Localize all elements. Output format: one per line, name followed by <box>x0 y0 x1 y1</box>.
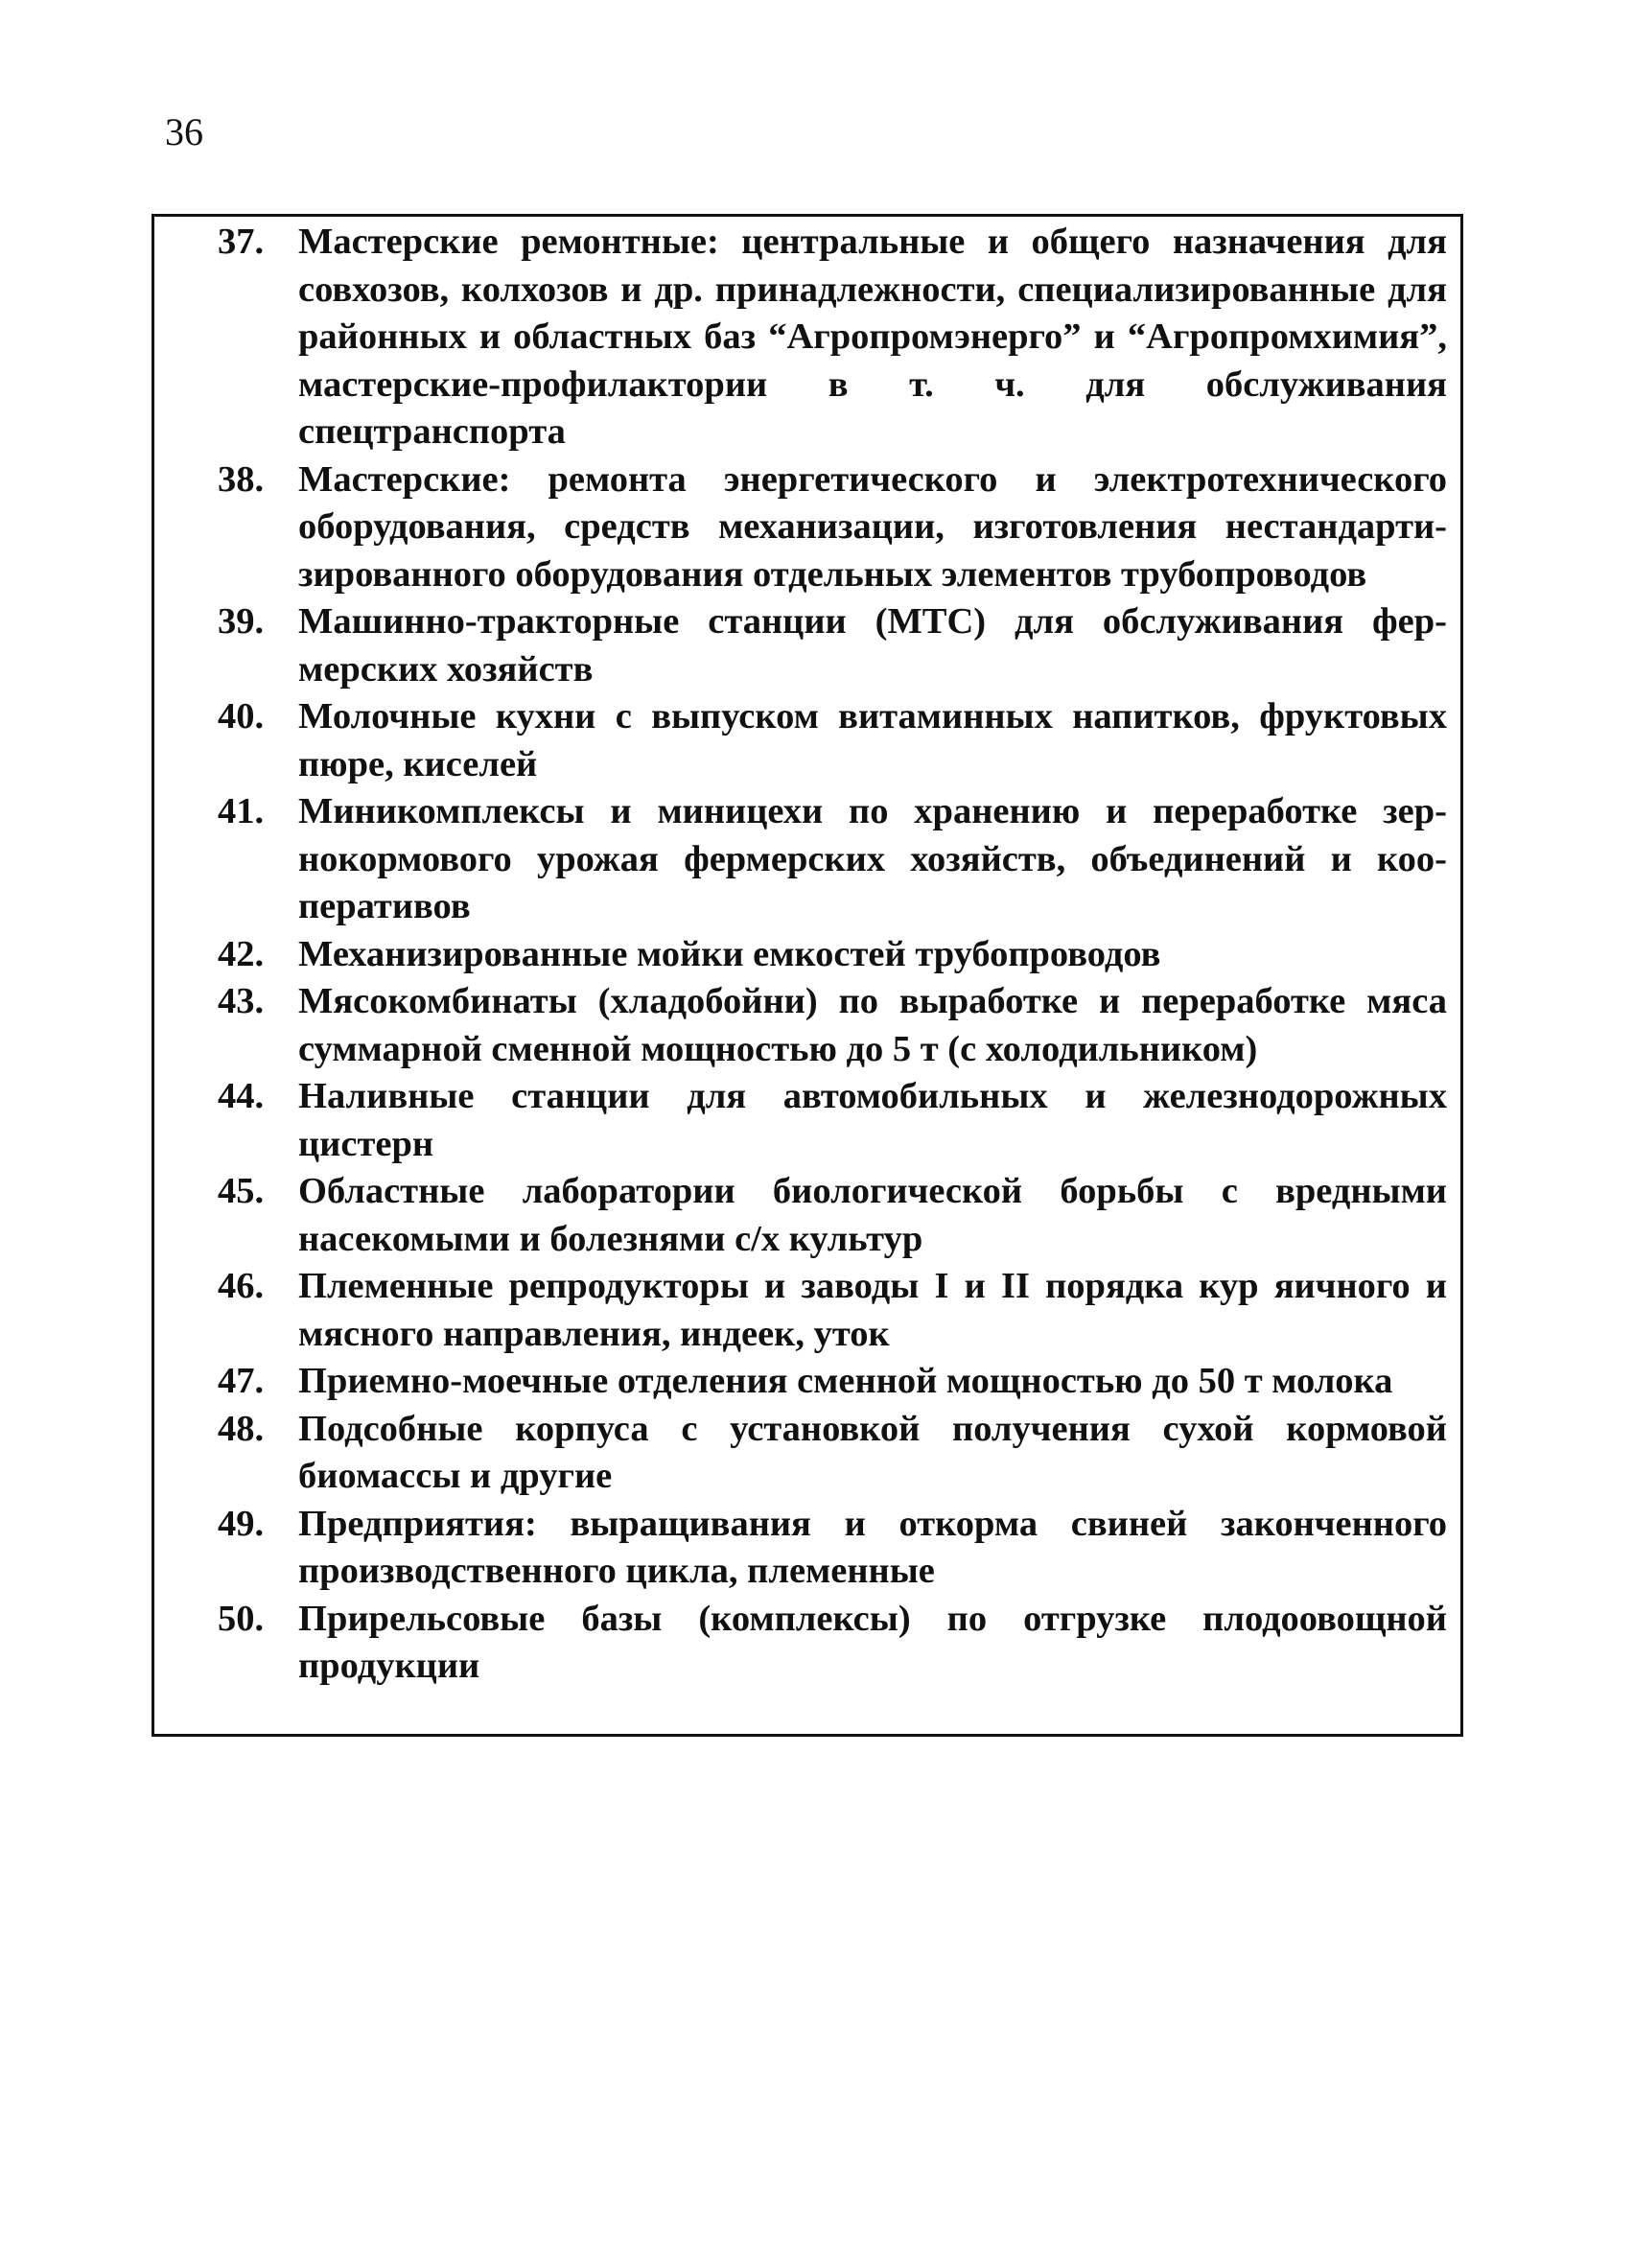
list-item <box>218 931 1447 979</box>
item-number: 37. <box>218 222 265 262</box>
item-text: Прирельсовые базы (комплексы) по отгрузке плодоовощной продукции <box>298 1598 1447 1686</box>
item-number: 38. <box>218 458 265 500</box>
list-item <box>218 1073 1447 1168</box>
list-item <box>218 1358 1447 1406</box>
item-number: 48. <box>218 1408 265 1449</box>
item-text: Миникомплексы и миницехи по хранению и переработке зернокормового урожая фермерских хозяйств, объединений и кооперативов <box>298 791 1447 926</box>
numbered-list-box <box>152 214 1463 1737</box>
item-number: 44. <box>218 1076 265 1116</box>
list-item <box>218 693 1447 788</box>
item-text: Племенные репродукторы и заводы I и II порядка кур яичного и мясного направления, индеек, уток <box>298 1266 1447 1354</box>
item-number: 43. <box>218 981 265 1021</box>
item-number: 47. <box>218 1361 265 1401</box>
list-item <box>218 1501 1447 1596</box>
list-item <box>218 788 1447 931</box>
item-text: Мясокомбинаты (хладобойни) по выработке и переработке мяса суммарной сменной мощностью до 5 т (с холодильником) <box>298 981 1447 1069</box>
item-number: 50. <box>218 1598 265 1639</box>
item-number: 42. <box>218 933 265 974</box>
list-item <box>218 456 1447 599</box>
page-number: 36 <box>165 110 203 153</box>
list-item <box>218 1406 1447 1501</box>
item-number: 39. <box>218 601 265 642</box>
item-text: Наливные станции для автомобильных и железнодорожных цистерн <box>298 1076 1447 1164</box>
list-item <box>218 1168 1447 1263</box>
item-text: Мастерские ремонтные: центральные и общего назначения для совхозов, колхозов и др. принадлежности, специализированные для районных и областных баз “Агропромэнерго” и “Агропромхимия”, мастерские-профилактории в т. ч. для обслуживания спецтранспорта <box>298 222 1447 452</box>
item-number: 45. <box>218 1171 265 1211</box>
item-text: Областные лаборатории биологической борьбы с вредными насекомыми и болезнями с/х культур <box>298 1171 1447 1259</box>
list-item <box>218 1263 1447 1358</box>
list-item <box>218 219 1447 456</box>
list-item <box>218 978 1447 1073</box>
item-number: 49. <box>218 1503 265 1544</box>
list-item <box>218 598 1447 693</box>
item-number: 40. <box>218 696 265 737</box>
item-number: 41. <box>218 791 265 831</box>
item-text: Подсобные корпуса с установкой получения сухой кормовой биомассы и другие <box>298 1408 1447 1496</box>
item-number: 46. <box>218 1266 265 1306</box>
list-item <box>218 1596 1447 1691</box>
item-text: Приемно-моечные отделения сменной мощностью до 50 т молока <box>298 1361 1393 1401</box>
item-text: Мастерские: ремонта энергетического и электротехнического оборудования, средств механизации, изготовления нестандартизированного оборудования отдельных элементов трубопроводов <box>298 458 1447 595</box>
item-text: Молочные кухни с выпуском витаминных напитков, фруктовых пюре, киселей <box>298 696 1447 784</box>
item-text: Предприятия: выращивания и откорма свиней законченного производственного цикла, племенные <box>298 1503 1447 1591</box>
item-text: Механизированные мойки емкостей трубопроводов <box>298 933 1161 974</box>
item-text: Машинно-тракторные станции (МТС) для обслуживания фермерских хозяйств <box>298 601 1447 690</box>
